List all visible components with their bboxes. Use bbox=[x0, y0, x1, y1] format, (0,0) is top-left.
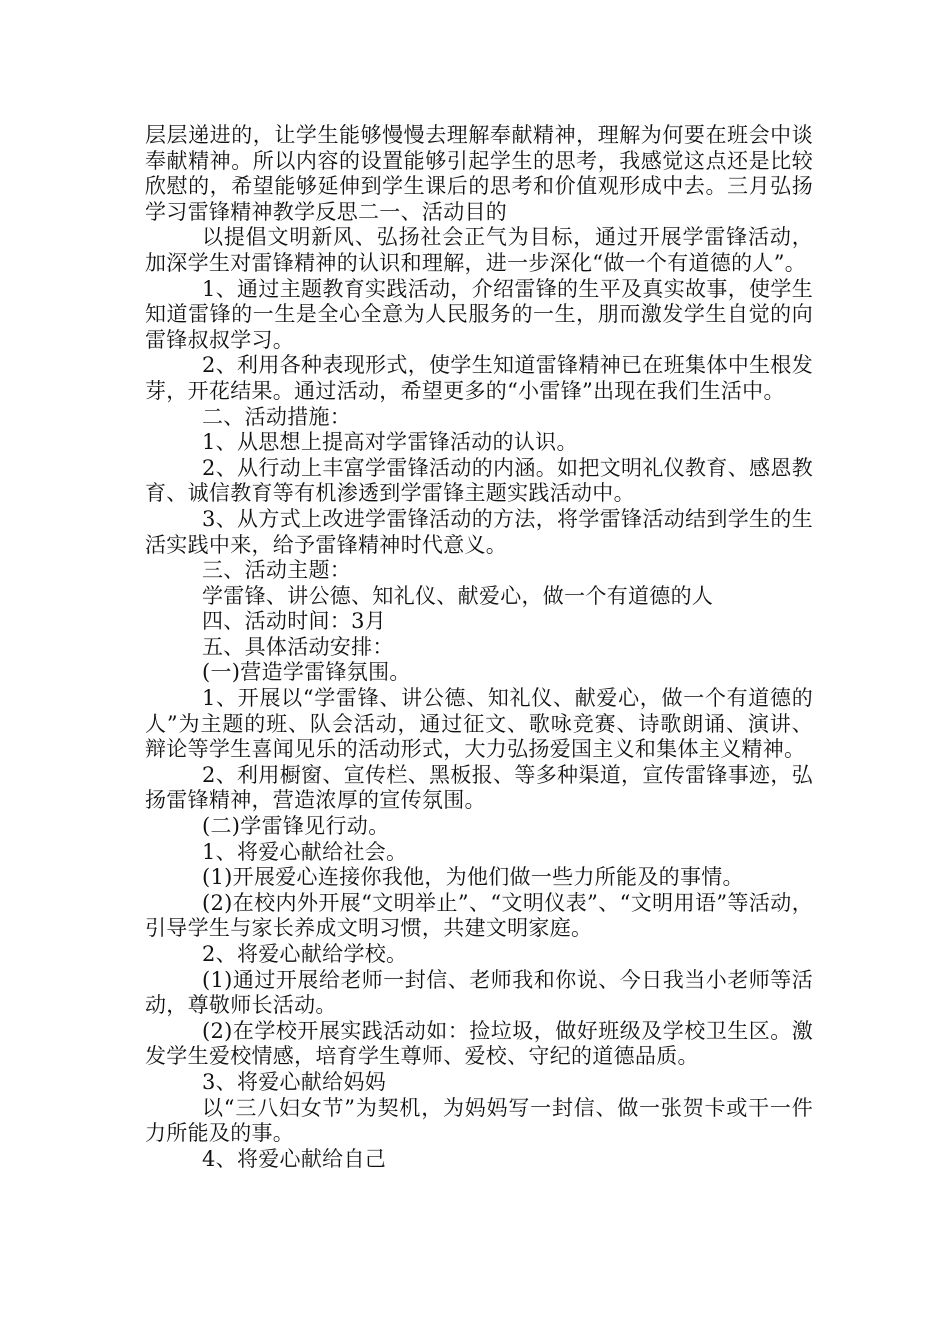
paragraph-school: 2、将爱心献给学校。 bbox=[202, 942, 408, 966]
paragraph-school-1: (1)通过开展给老师一封信、老师我和你说、今日我当小老师等活动，尊敬师长活动。 bbox=[145, 967, 813, 1018]
heading-schedule: 五、具体活动安排： bbox=[202, 634, 394, 659]
paragraph-measure-3: 3、从方式上改进学雷锋活动的方法，将学雷锋活动结到学生的生活实践中来，给予雷锋精神时代意义。 bbox=[145, 506, 813, 557]
heading-theme: 三、活动主题： bbox=[202, 558, 352, 583]
subheading-action: (二)学雷锋见行动。 bbox=[202, 814, 390, 839]
paragraph-society: 1、将爱心献给社会。 bbox=[202, 839, 408, 864]
paragraph-goal-item-2: 2、利用各种表现形式，使学生知道雷锋精神已在班集体中生根发芽，开花结果。通过活动，希望更多的“小雷锋”出现在我们生活中。 bbox=[145, 353, 813, 403]
paragraph-school-2: (2)在学校开展实践活动如：捡垃圾，做好班级及学校卫生区。激发学生爱校情感，培育学生尊师、爱校、守纪的道德品质。 bbox=[145, 1018, 813, 1069]
paragraph-society-1: (1)开展爱心连接你我他，为他们做一些力所能及的事情。 bbox=[202, 865, 744, 890]
heading-time: 四、活动时间：3月 bbox=[202, 609, 387, 634]
paragraph-theme: 学雷锋、讲公德、知礼仪、献爱心，做一个有道德的人 bbox=[202, 583, 714, 608]
subheading-atmosphere: (一)营造学雷锋氛围。 bbox=[202, 660, 411, 685]
paragraph-goal: 以提倡文明新风、弘扬社会正气为目标，通过开展学雷锋活动，加深学生对雷锋精神的认识和理解，进一步深化“做一个有道德的人”。 bbox=[145, 225, 813, 275]
paragraph-atmosphere-1: 1、开展以“学雷锋、讲公德、知礼仪、献爱心，做一个有道德的人”为主题的班、队会活动，通过征文、歌咏竞赛、诗歌朗诵、演讲、辩论等学生喜闻见乐的活动形式，大力弘扬爱国主义和集体主义精神。 bbox=[145, 686, 813, 762]
paragraph-measure-1: 1、从思想上提高对学雷锋活动的认识。 bbox=[202, 430, 578, 455]
paragraph-atmosphere-2: 2、利用橱窗、宣传栏、黑板报、等多种渠道，宣传雷锋事迹，弘扬雷锋精神，营造浓厚的宣传氛围。 bbox=[145, 762, 813, 813]
paragraph-intro-continuation: 层层递进的，让学生能够慢慢去理解奉献精神，理解为何要在班会中谈奉献精神。所以内容的设置能够引起学生的思考，我感觉这点还是比较欣慰的，希望能够延伸到学生课后的思考和价值观形成中去。三月弘扬学习雷锋精神教学反思二一、活动目的 bbox=[145, 123, 813, 224]
heading-measures: 二、活动措施： bbox=[202, 404, 352, 429]
document-body bbox=[145, 123, 813, 1172]
paragraph-society-2: (2)在校内外开展“文明举止”、“文明仪表”、“文明用语”等活动，引导学生与家长养成文明习惯，共建文明家庭。 bbox=[145, 890, 813, 941]
paragraph-mother-detail: 以“三八妇女节”为契机，为妈妈写一封信、做一张贺卡或干一件力所能及的事。 bbox=[145, 1095, 813, 1146]
paragraph-measure-2: 2、从行动上丰富学雷锋活动的内涵。如把文明礼仪教育、感恩教育、诚信教育等有机渗透到学雷锋主题实践活动中。 bbox=[145, 455, 813, 506]
paragraph-goal-item-1: 1、通过主题教育实践活动，介绍雷锋的生平及真实故事，使学生知道雷锋的一生是全心全意为人民服务的一生，朋而激发学生自觉的向雷锋叔叔学习。 bbox=[145, 276, 813, 352]
paragraph-mother: 3、将爱心献给妈妈 bbox=[202, 1069, 387, 1094]
paragraph-self: 4、将爱心献给自己 bbox=[202, 1146, 387, 1171]
